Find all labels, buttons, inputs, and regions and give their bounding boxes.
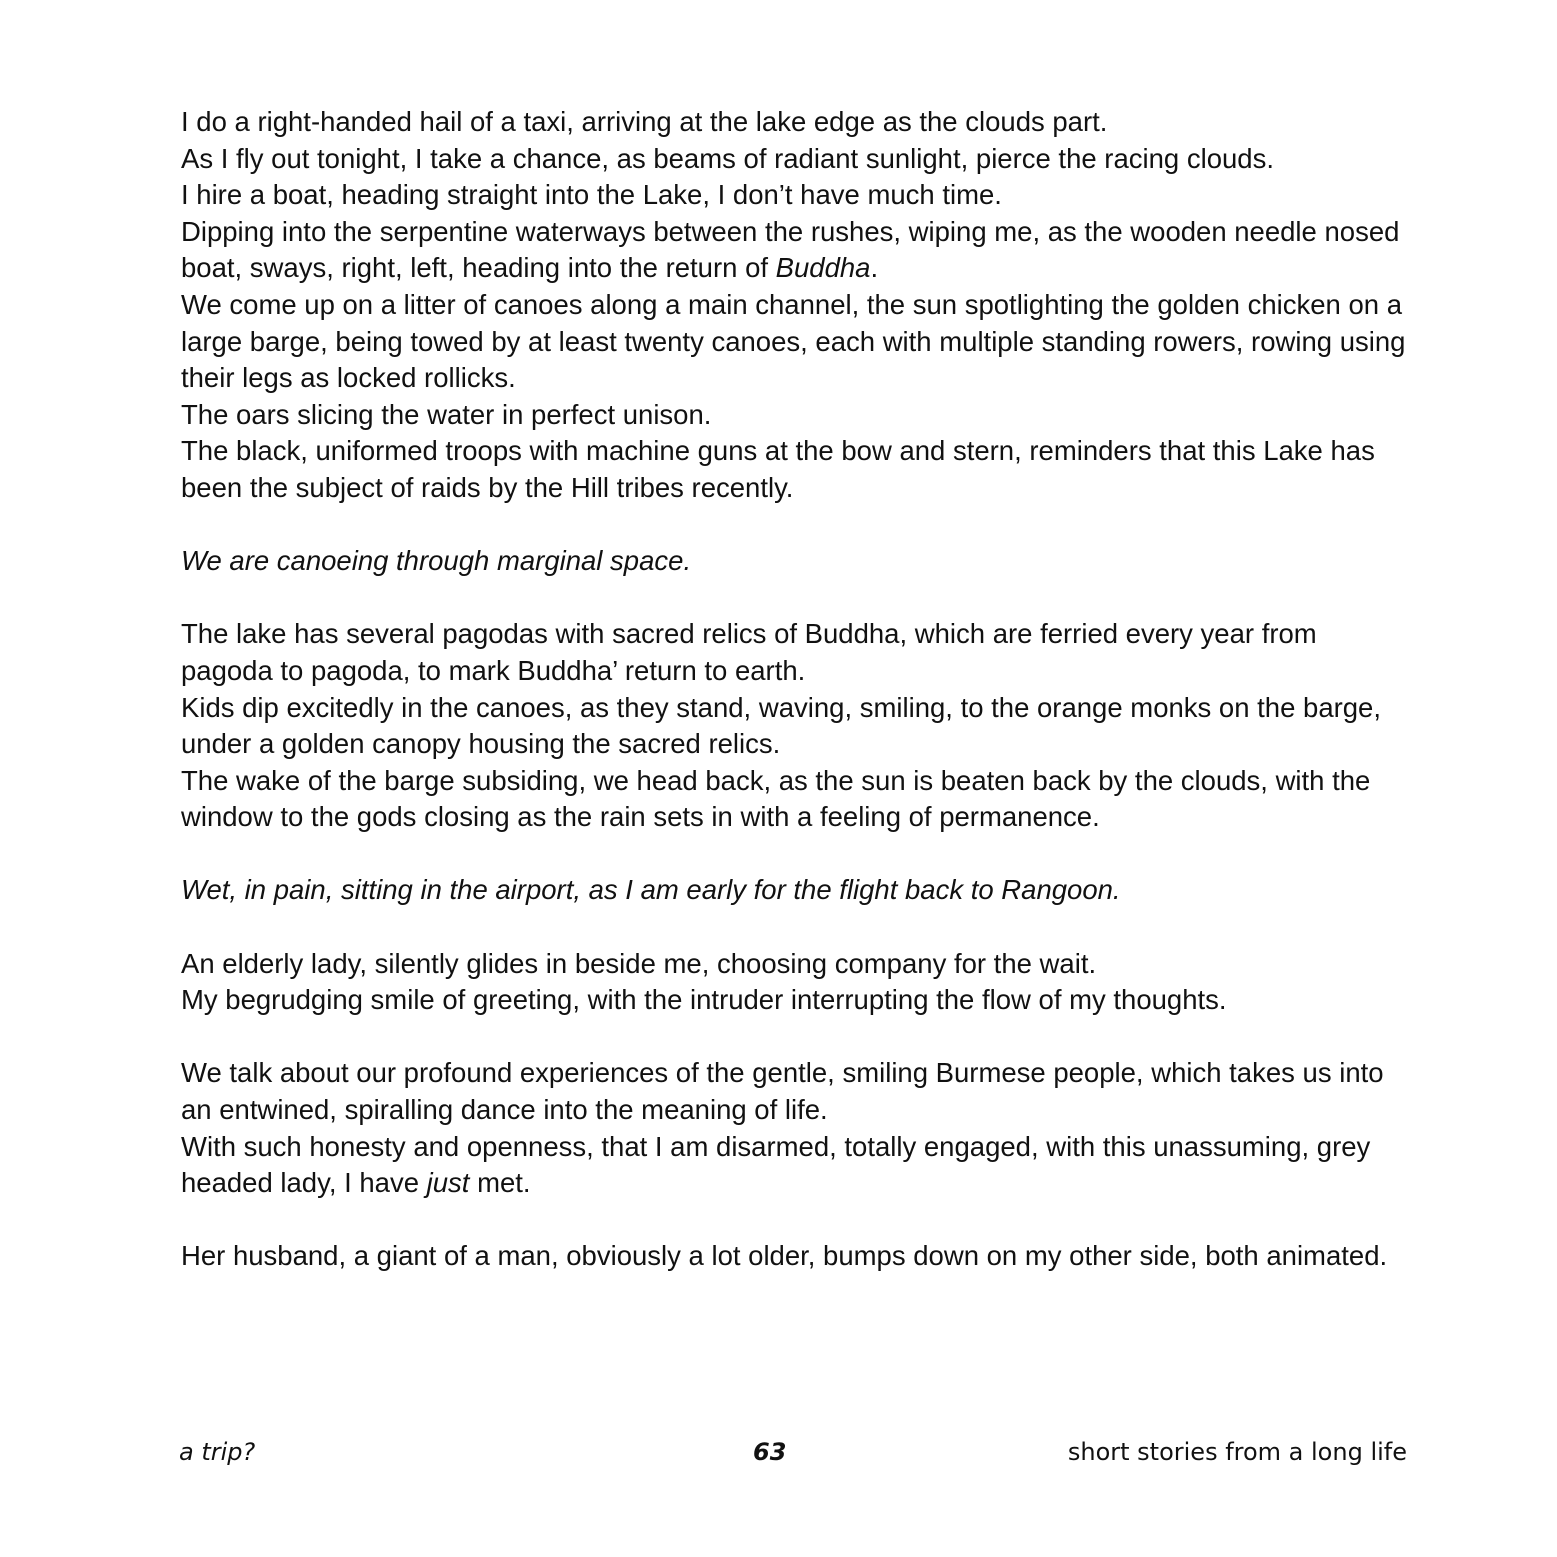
emphasis-just: just — [426, 1167, 470, 1199]
page-number: 63 — [753, 1438, 787, 1466]
paragraph-marginal-space: We are canoeing through marginal space. — [181, 545, 692, 577]
paragraph-elderly-lady: An elderly lady, silently glides in beside me, choosing company for the wait. — [181, 947, 1097, 979]
paragraph-taxi: I do a right-handed hail of a taxi, arriving at the lake edge as the clouds part. — [181, 106, 1108, 137]
paragraph-gap — [181, 1202, 1411, 1239]
paragraph-kids: Kids dip excitedly in the canoes, as they stand, waving, smiling, to the orange monks on the barge, under a golden canopy housing the sacred relics. — [181, 691, 1381, 760]
page-footer — [0, 1434, 1557, 1470]
paragraph-hire-boat: I hire a boat, heading straight into the Lake, I don’t have much time. — [181, 179, 1002, 211]
footer-chapter-title: a trip? — [179, 1438, 256, 1466]
emphasis-buddha: Buddha — [775, 252, 871, 284]
paragraph-husband: Her husband, a giant of a man, obviously a lot older, bumps down on my other side, both animated. — [181, 1240, 1388, 1272]
paragraph-smile: My begrudging smile of greeting, with the intruder interrupting the flow of my thoughts. — [181, 984, 1227, 1016]
paragraph-waterways — [181, 214, 1411, 287]
paragraph-gap — [181, 580, 1411, 617]
paragraph-gap — [181, 507, 1411, 544]
paragraph-airport: Wet, in pain, sitting in the airport, as I am early for the flight back to Rangoon. — [181, 874, 1121, 906]
paragraph-canoes: We come up on a litter of canoes along a main channel, the sun spotlighting the golden chicken on a large barge, being towed by at least twenty canoes, each with multiple standing rowers, rowing using their legs as locked rollicks. — [181, 288, 1406, 394]
paragraph-fly-out: As I fly out tonight, I take a chance, as beams of radiant sunlight, pierce the racing clouds. — [181, 142, 1274, 174]
paragraph-gap — [181, 909, 1411, 946]
paragraph-wake: The wake of the barge subsiding, we head back, as the sun is beaten back by the clouds, with the window to the gods closing as the rain sets in with a feeling of permanence. — [181, 764, 1371, 833]
paragraph-honesty — [181, 1129, 1411, 1202]
paragraph-oars: The oars slicing the water in perfect unison. — [181, 398, 712, 430]
paragraph-honesty-text: With such honesty and openness, that I am disarmed, totally engaged, with this unassuming, grey headed lady, I have — [181, 1130, 1371, 1199]
paragraph-troops: The black, uniformed troops with machine guns at the bow and stern, reminders that this Lake has been the subject of raids by the Hill tribes recently. — [181, 435, 1375, 503]
paragraph-gap — [181, 1019, 1411, 1056]
paragraph-pagodas: The lake has several pagodas with sacred relics of Buddha, which are ferried every year from pagoda to pagoda, to mark Buddha’ return to earth. — [181, 618, 1317, 686]
paragraph-waterways-end: . — [870, 252, 879, 284]
footer-book-title: short stories from a long life — [1067, 1438, 1407, 1466]
paragraph-waterways-text: Dipping into the serpentine waterways between the rushes, wiping me, as the wooden needle nosed boat, sways, right, left, heading into the return of — [181, 215, 1400, 284]
page-body — [181, 104, 1411, 1275]
paragraph-gap — [181, 836, 1411, 873]
paragraph-talk: We talk about our profound experiences of the gentle, smiling Burmese people, which takes us into an entwined, spiralling dance into the meaning of life. — [181, 1057, 1384, 1126]
paragraph-honesty-end: met. — [469, 1167, 531, 1199]
